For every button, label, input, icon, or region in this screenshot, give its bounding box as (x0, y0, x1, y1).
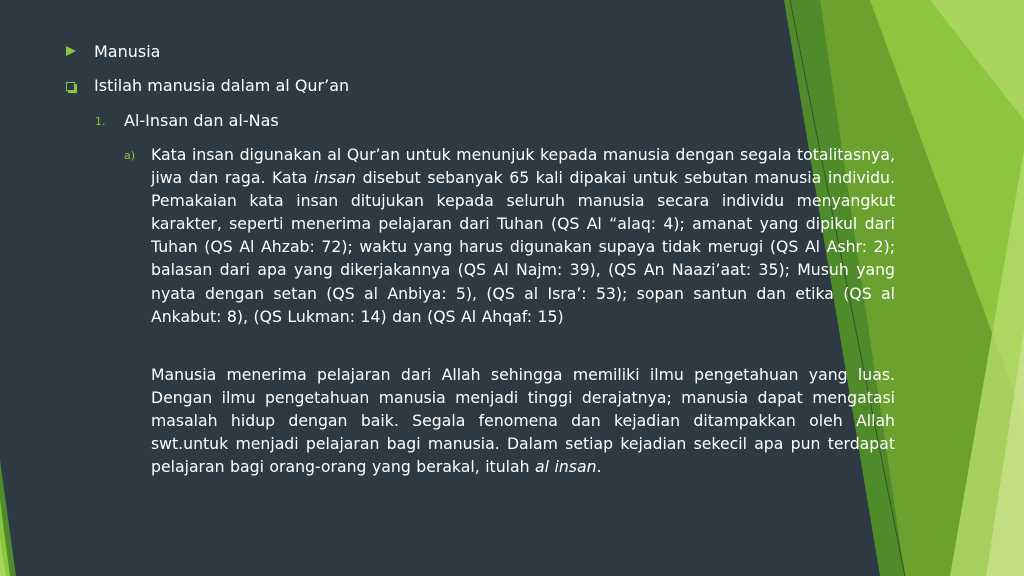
level3-number: 1. (95, 115, 106, 128)
level1-heading: Manusia (94, 42, 161, 61)
square-checkbox-icon (66, 82, 75, 91)
green-triangle-icon (66, 46, 76, 56)
paragraph-insan-usage: Kata insan digunakan al Qur’an untuk menunjuk kepada manusia dengan segala totalitasnya, jiwa dan raga. Kata insan disebut sebanyak 65 kali dipakai untuk sebutan manusia individu. Pemakaian kata insan ditujukan kepada seluruh manusia secara individu menyangkut karakter, seperti menerima pelajaran dari Tuhan (QS Al “alaq: 4); amanat yang dipikul dari Tuhan (QS Al Ahzab: 72); waktu yang harus digunakan supaya tidak merugi (QS Al Ashr: 2); balasan dari apa yang dikerjakannya (QS Al Najm: 39), (QS An Naazi’aat: 35); Musuh yang nyata dengan setan (QS al Anbiya: 5), (QS al Isra’: 53); sopan santun dan etika (QS al Ankabut: 8), (QS Lukman: 14) dan (QS Al Ahqaf: 15) (151, 145, 895, 326)
level2-heading: Istilah manusia dalam al Qur’an (94, 76, 350, 95)
emphasis-al-insan: al insan (535, 457, 597, 477)
level4-letter: a) (124, 149, 136, 162)
emphasis-insan: insan (313, 168, 356, 188)
paragraph-al-insan: Manusia menerima pelajaran dari Allah sehingga memiliki ilmu pengetahuan yang luas. Dengan ilmu pengetahuan manusia menjadi tinggi derajatnya; manusia dapat mengatasi masalah hidup dengan baik. Segala fenomena dan kejadian ditampakkan oleh Allah swt.untuk menjadi pelajaran bagi manusia. Dalam setiap kejadian sekecil apa pun terdapat pelajaran bagi orang-orang yang berakal, itulah al insan. (151, 365, 895, 477)
level3-heading: Al-Insan dan al-Nas (124, 111, 279, 130)
